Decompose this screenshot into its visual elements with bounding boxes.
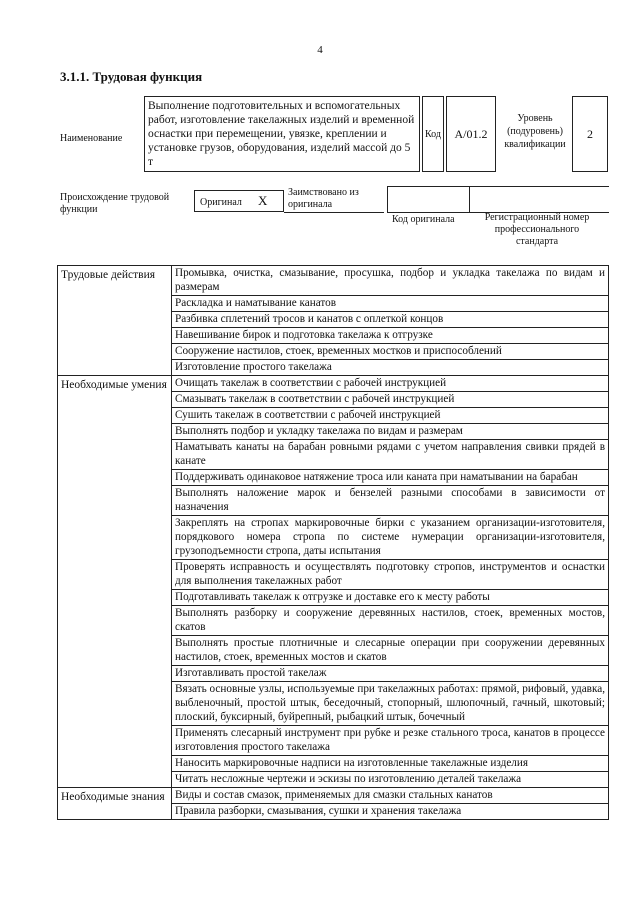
borrowed-label: Заимствовано из оригинала [288,187,359,210]
origin-top-line [387,186,609,187]
table-row: Наносить маркировочные надписи на изготовленные такелажные изделия [172,756,609,772]
original-label: Оригинал [200,197,242,208]
table-row: Поддерживать одинаковое натяжение троса или каната при наматывании на барабан [172,470,609,486]
qualification-level-label: Уровень (подуровень) квалификации [504,113,566,150]
origin-divider-1 [387,186,388,212]
table-row: Сушить такелаж в соответствии с рабочей инструкцией [172,408,609,424]
table-row: Читать несложные чертежи и эскизы по изготовлению деталей такелажа [172,772,609,788]
table-row: Проверять исправность и осуществлять подготовку стропов, инструментов и оснастки для выполнения такелажных работ [172,560,609,590]
section-title: 3.1.1. Трудовая функция [60,69,203,84]
table-row: Изготовление простого такелажа [172,360,609,376]
table-row: Подготавливать такелаж к отгрузке и доставке его к месту работы [172,590,609,606]
table-row: Раскладка и наматывание канатов [172,296,609,312]
table-row: Применять слесарный инструмент при рубке и резке стального троса, канатов в процессе изготовления простого такелажа [172,726,609,756]
table-row: Выполнять простые плотничные и слесарные операции при сооружении деревянных настилов, стоек, временных мостов и скатов [172,636,609,666]
category-required-knowledge: Необходимые знания [58,788,172,820]
table-row: Разбивка сплетений тросов и канатов с оплеткой концов [172,312,609,328]
table-row: Наматывать канаты на барабан ровными рядами с учетом направления свивки прядей в канате [172,440,609,470]
table-row: Вязать основные узлы, используемые при такелажных работах: прямой, рифовый, удавка, выбленочный, простой штык, беседочный, стопорный, шлюпочный, гачный, шкотовый; плоский, буксирный, буйрепный, рыбацкий штык, бочечный [172,682,609,726]
qualification-level-value: 2 [572,96,608,172]
table-row: Сооружение настилов, стоек, временных мостков и приспособлений [172,344,609,360]
origin-divider-2 [469,186,470,212]
function-name: Выполнение подготовительных и вспомогательных работ, изготовление такелажных изделий и временной оснастки при перемещении, увязке, креплении и установке грузов, оборудования, изделий массой до 5 т [144,96,420,172]
borrowed-underline [284,212,384,213]
origin-label: Происхождение трудовой функции [60,192,170,215]
code-original-label: Код оригинала [392,214,455,225]
name-label: Наименование [60,133,123,144]
function-details-table [57,265,609,820]
code-value: A/01.2 [446,96,496,172]
table-row: Промывка, очистка, смазывание, просушка, подбор и укладка такелажа по видам и размерам [172,266,609,296]
category-labor-actions: Трудовые действия [58,266,172,376]
original-mark: X [258,193,268,208]
table-row: Навешивание бирок и подготовка такелажа к отгрузке [172,328,609,344]
table-row: Смазывать такелаж в соответствии с рабочей инструкцией [172,392,609,408]
table-row: Очищать такелаж в соответствии с рабочей инструкцией [172,376,609,392]
reg-number-label: Регистрационный номер профессионального стандарта [484,212,590,247]
table-row: Выполнять подбор и укладку такелажа по видам и размерам [172,424,609,440]
table-row: Изготавливать простой такелаж [172,666,609,682]
table-row: Виды и состав смазок, применяемых для смазки стальных канатов [172,788,609,804]
page-number: 4 [317,44,323,56]
table-row: Выполнять наложение марок и бензелей разными способами в зависимости от назначения [172,486,609,516]
category-required-skills: Необходимые умения [58,376,172,788]
table-row: Правила разборки, смазывания, сушки и хранения такелажа [172,804,609,820]
table-row: Выполнять разборку и сооружение деревянных настилов, стоек, временных мостов, скатов [172,606,609,636]
code-label: Код [422,96,444,172]
table-row: Закреплять на стропах маркировочные бирки с указанием организации-изготовителя, порядкового номера стропа по системе нумерации организации-изготовителя, грузоподъемности стропа, даты испытания [172,516,609,560]
